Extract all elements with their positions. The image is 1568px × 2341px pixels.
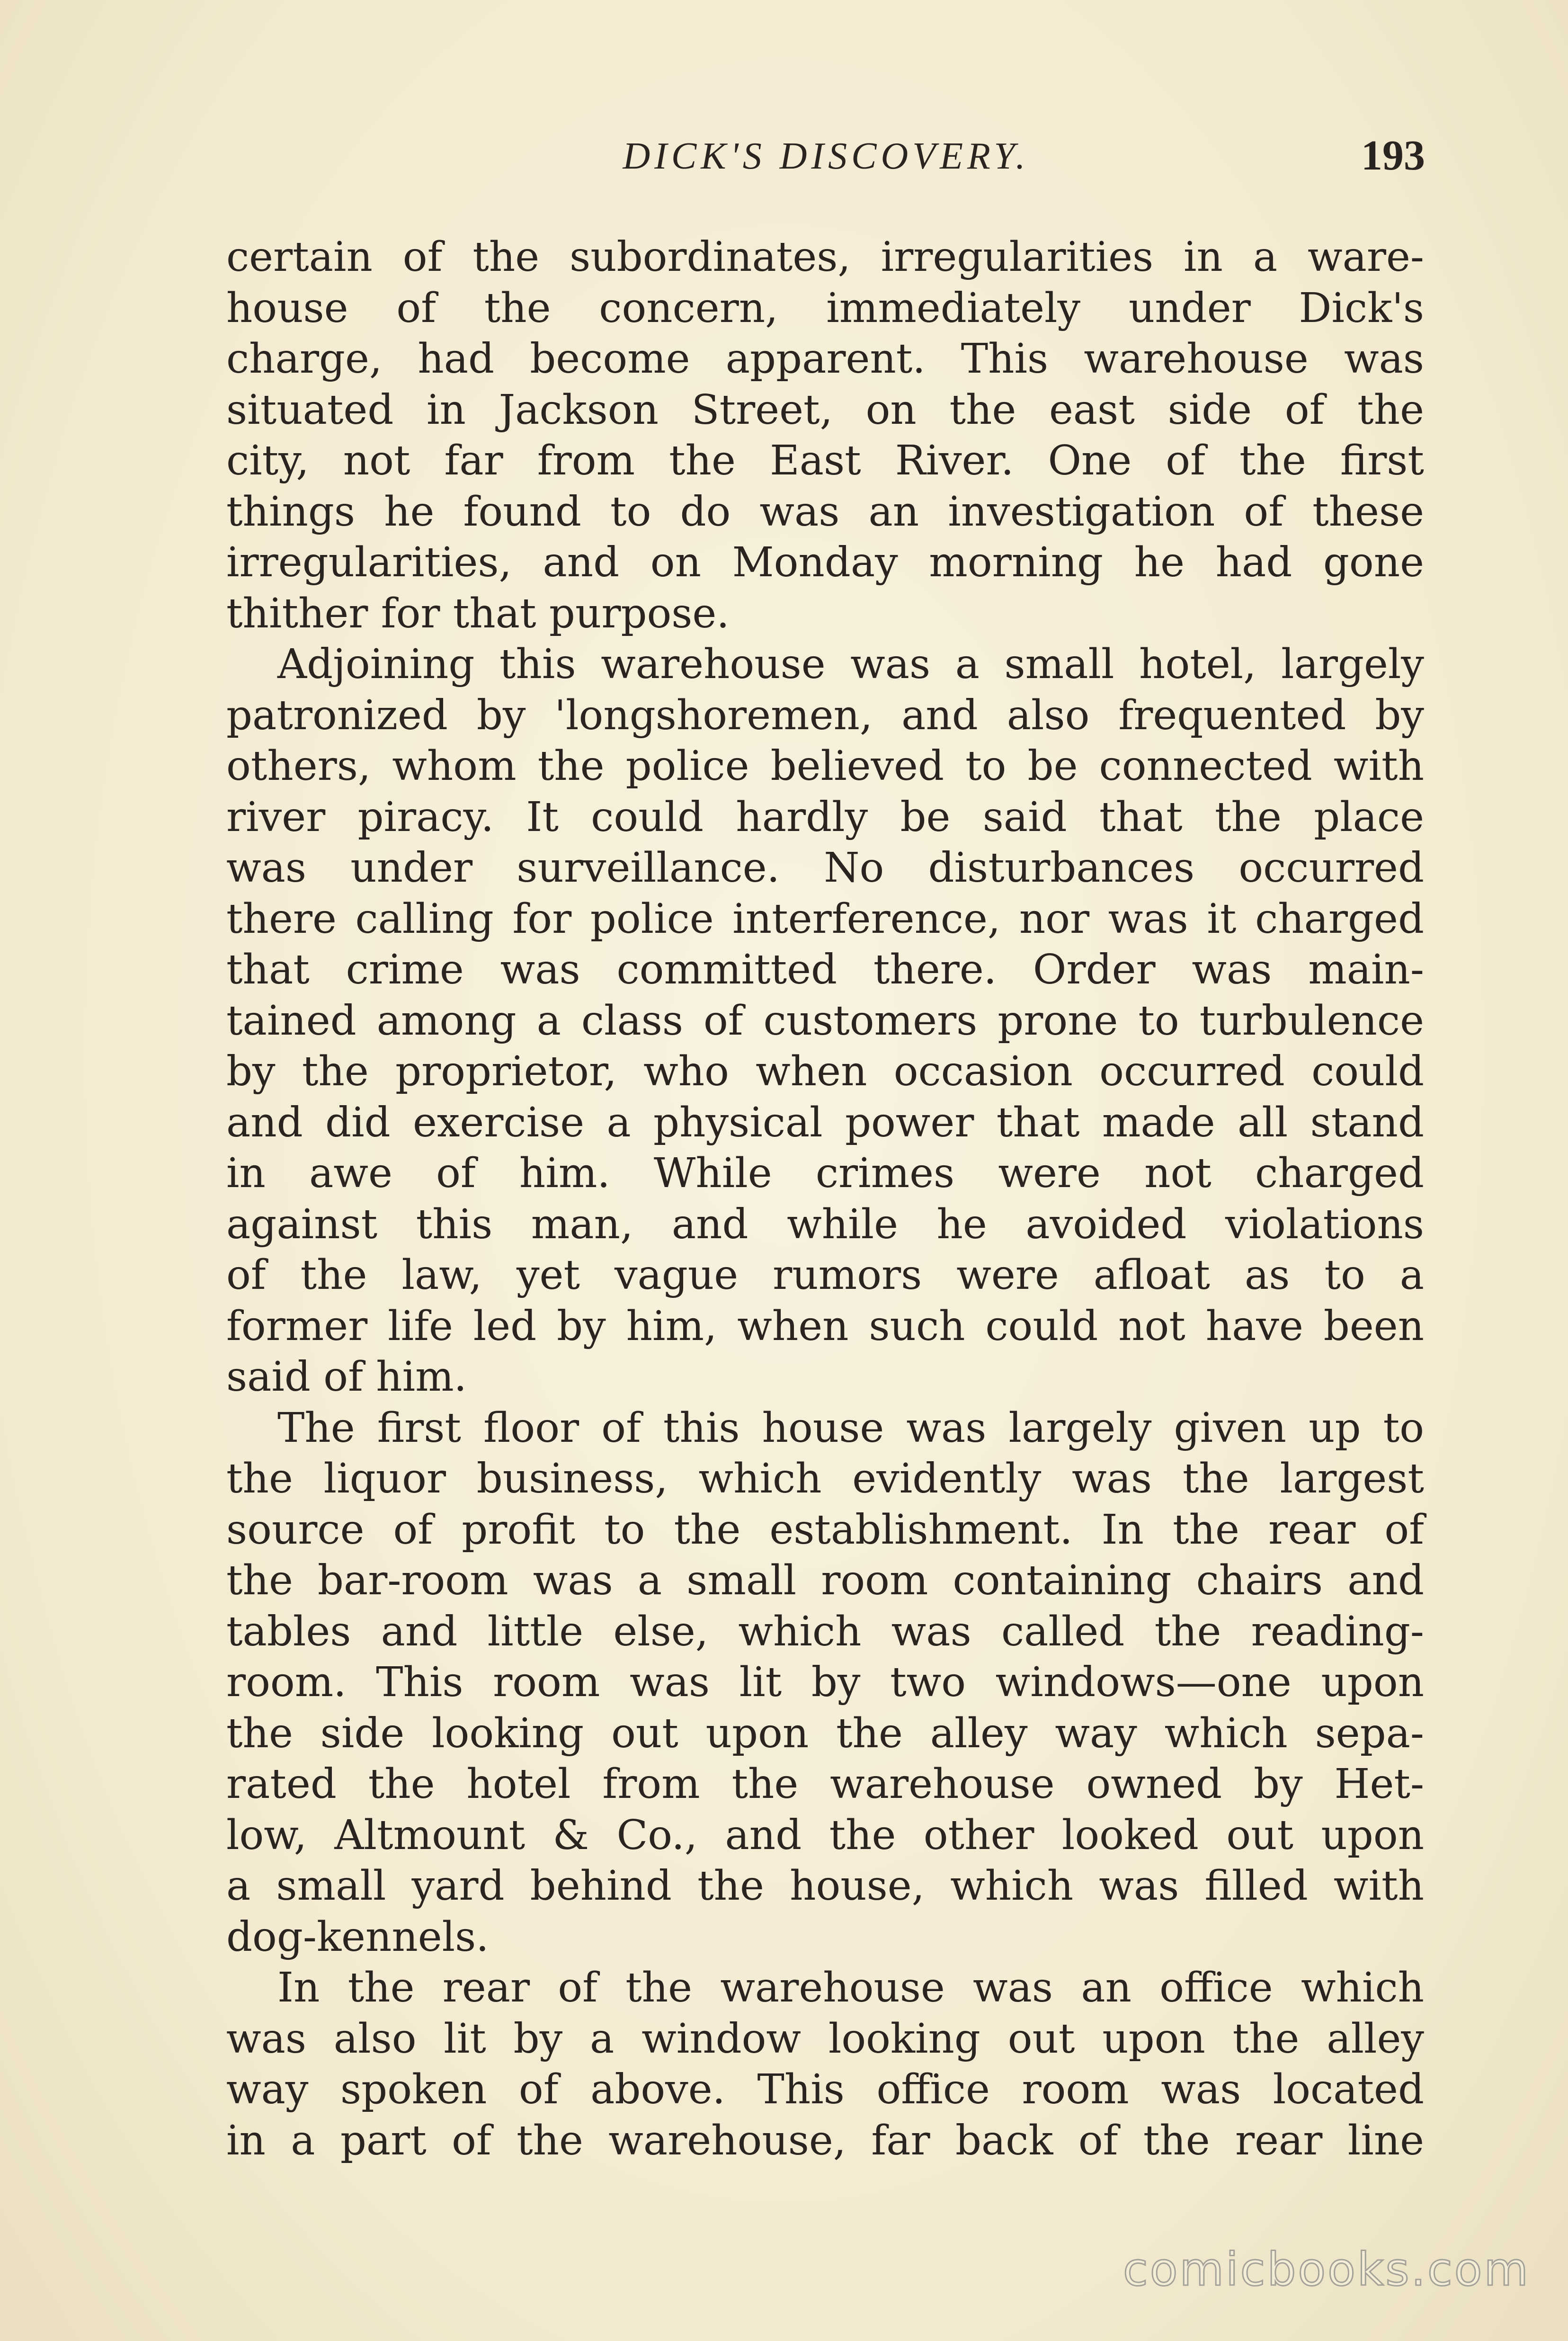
text-line: room. This room was lit by two windows—one upon	[226, 1659, 1424, 1706]
text-line: in awe of him. While crimes were not charged	[226, 1150, 1424, 1197]
text-line: charge, had become apparent. This warehouse was	[226, 335, 1424, 383]
text-line: said of him.	[226, 1353, 467, 1401]
running-title: DICK'S DISCOVERY.	[623, 135, 1030, 177]
text-line: source of profit to the establishment. In the rear of	[226, 1506, 1424, 1554]
text-line: others, whom the police believed to be connected with	[226, 742, 1424, 790]
text-line: against this man, and while he avoided violations	[226, 1200, 1424, 1248]
text-line: things he found to do was an investigation of these	[226, 488, 1424, 536]
text-line: a small yard behind the house, which was filled with	[226, 1862, 1424, 1910]
text-line: by the proprietor, who when occasion occurred could	[226, 1048, 1424, 1095]
text-line: the side looking out upon the alley way which sepa-	[226, 1709, 1424, 1757]
text-line: of the law, yet vague rumors were afloat as to a	[226, 1251, 1424, 1299]
watermark: comicbooks.com	[1123, 2243, 1530, 2296]
text-line: rated the hotel from the warehouse owned by Het-	[226, 1760, 1424, 1808]
text-line: that crime was committed there. Order was main-	[226, 946, 1424, 993]
text-line: city, not far from the East River. One of the first	[226, 437, 1424, 484]
text-line: the liquor business, which evidently was the largest	[226, 1455, 1424, 1502]
page-number: 193	[1361, 132, 1425, 179]
text-line: patronized by 'longshoremen, and also frequented by	[226, 691, 1424, 739]
text-line: Adjoining this warehouse was a small hotel, largely	[277, 641, 1424, 688]
text-line: In the rear of the warehouse was an office which	[277, 1964, 1424, 2011]
text-line: thither for that purpose.	[226, 590, 730, 637]
text-line: low, Altmount & Co., and the other looked out upon	[226, 1811, 1424, 1859]
text-line: dog-kennels.	[226, 1913, 489, 1961]
text-line: The first floor of this house was largely given up to	[277, 1404, 1424, 1452]
text-line: there calling for police interference, nor was it charged	[226, 895, 1424, 943]
running-head	[227, 132, 1425, 187]
text-line: house of the concern, immediately under Dick's	[226, 284, 1424, 332]
text-line: situated in Jackson Street, on the east side of the	[226, 386, 1424, 434]
text-line: irregularities, and on Monday morning he had gone	[226, 539, 1424, 586]
text-line: certain of the subordinates, irregularities in a ware-	[226, 233, 1424, 281]
text-line: the bar-room was a small room containing chairs and	[226, 1557, 1424, 1604]
text-line: river piracy. It could hardly be said that the place	[226, 793, 1424, 841]
body-text	[226, 232, 1424, 2166]
text-line: tained among a class of customers prone to turbulence	[226, 997, 1424, 1045]
text-line: in a part of the warehouse, far back of the rear line	[226, 2117, 1424, 2164]
text-line: former life led by him, when such could not have been	[226, 1302, 1424, 1350]
text-line: and did exercise a physical power that made all stand	[226, 1099, 1424, 1146]
text-line: was also lit by a window looking out upon the alley	[226, 2015, 1424, 2063]
text-line: way spoken of above. This office room was located	[226, 2066, 1424, 2113]
text-line: was under surveillance. No disturbances occurred	[226, 844, 1424, 892]
text-line: tables and little else, which was called the reading-	[226, 1608, 1424, 1655]
